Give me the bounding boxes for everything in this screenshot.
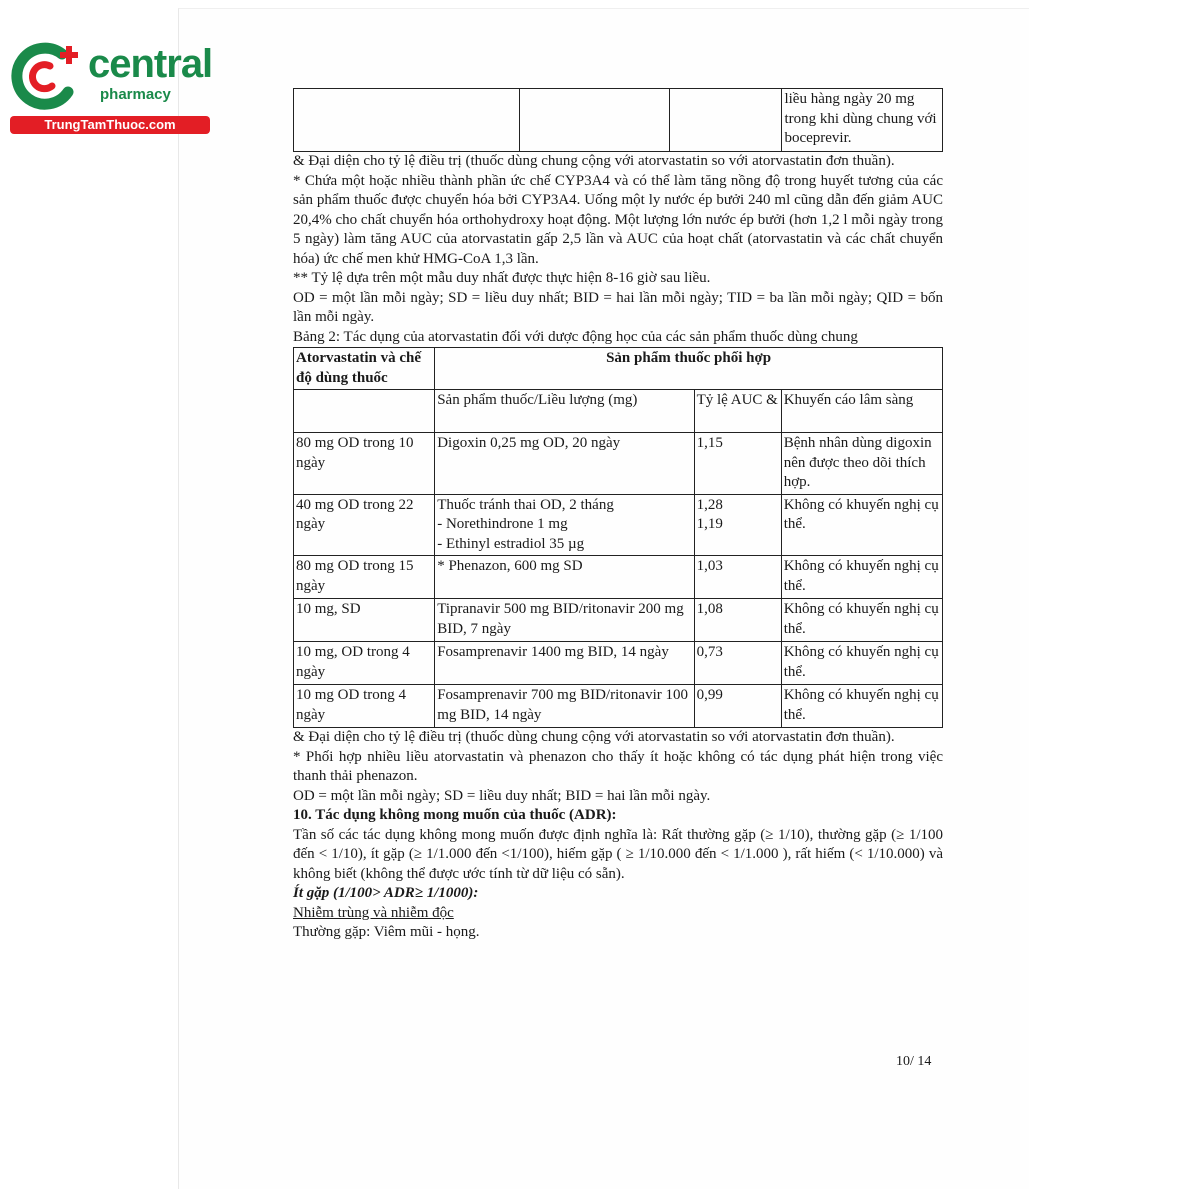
cell-regimen: 10 mg, SD <box>294 599 435 642</box>
cell-rec: Không có khuyến nghị cụ thể. <box>781 599 942 642</box>
logo-sub: pharmacy <box>100 86 171 103</box>
table-header-row <box>294 348 943 390</box>
cell-regimen: 80 mg OD trong 10 ngày <box>294 433 435 495</box>
cell-rec: Bệnh nhân dùng digoxin nên được theo dõi thích hợp. <box>781 433 942 495</box>
cell-regimen: 10 mg, OD trong 4 ngày <box>294 642 435 685</box>
cell-drug: Tipranavir 500 mg BID/ritonavir 200 mg BID, 7 ngày <box>435 599 694 642</box>
cell-rec: Không có khuyến nghị cụ thể. <box>781 556 942 599</box>
subheader-drug: Sản phẩm thuốc/Liều lượng (mg) <box>435 390 694 433</box>
header-regimen: Atorvastatin và chế độ dùng thuốc <box>294 348 435 390</box>
pharmacy-logo <box>10 36 215 136</box>
interaction-table <box>293 347 943 728</box>
cell-drug: * Phenazon, 600 mg SD <box>435 556 694 599</box>
table-cell <box>294 390 435 433</box>
page-content <box>293 88 943 943</box>
footnote-starstar: ** Tỷ lệ dựa trên một mẫu duy nhất được thực hiện 8-16 giờ sau liều. <box>293 270 711 286</box>
top-table <box>293 88 943 152</box>
table-cell <box>519 89 669 152</box>
cell-ratio: 0,99 <box>694 685 781 728</box>
cell-rec: Không có khuyến nghị cụ thể. <box>781 642 942 685</box>
table-row <box>294 89 943 152</box>
table-subheader-row <box>294 390 943 433</box>
abbreviations-2: OD = một lần mỗi ngày; SD = liều duy nhất; BID = hai lần mỗi ngày. <box>293 787 711 804</box>
table-cell <box>670 89 782 152</box>
logo-word: central <box>88 42 213 86</box>
table-row <box>294 494 943 556</box>
cell-drug: Digoxin 0,25 mg OD, 20 ngày <box>435 433 694 495</box>
cell-regimen: 40 mg OD trong 22 ngày <box>294 494 435 556</box>
cell-regimen: 80 mg OD trong 15 ngày <box>294 556 435 599</box>
footnote-star: * Chứa một hoặc nhiều thành phần ức chế CYP3A4 và có thể làm tăng nồng độ trong huyết tương của các sản phẩm thuốc được chuyển hóa bởi CYP3A4. Uống một ly nước ép bưởi 240 ml cũng dẫn đến giảm AUC 20,4% cho chất chuyển hóa orthohydroxy hoạt động. Một lượng lớn nước ép bưởi (hơn 1,2 l mỗi ngày trong 5 ngày) làm tăng AUC của atorvastatin gấp 2,5 lần và AUC của hoạt chất (atorvastatin và các chất chuyển hóa) ức chế men khử HMG-CoA 1,3 lần. <box>293 172 943 267</box>
cell-ratio: 1,28 1,19 <box>694 494 781 556</box>
cell-ratio: 1,03 <box>694 556 781 599</box>
footnote-amp-2: & Đại diện cho tỷ lệ điều trị (thuốc dùng chung cộng với atorvastatin so với atorvastatin đơn thuần). <box>293 729 895 745</box>
table-row <box>294 685 943 728</box>
common-effect: Thường gặp: Viêm mũi - họng. <box>293 924 480 940</box>
cell-drug: Fosamprenavir 1400 mg BID, 14 ngày <box>435 642 694 685</box>
table-row <box>294 556 943 599</box>
table-row <box>294 433 943 495</box>
table-row <box>294 642 943 685</box>
frequency-definition: Tần số các tác dụng không mong muốn được định nghĩa là: Rất thường gặp (≥ 1/10), thường gặp (≥ 1/100 đến < 1/10), ít gặp (≥ 1/1.000 đến <1/100), hiếm gặp ( ≥ 1/10.000 đến < 1/1.000 ), rất hiếm (< 1/10.000) và không biết (không thể được ước tính từ dữ liệu có sẵn). <box>293 826 943 882</box>
logo-site: TrungTamThuoc.com <box>10 116 210 134</box>
header-combined: Sản phẩm thuốc phối hợp <box>435 348 943 390</box>
footnote-amp: & Đại diện cho tỷ lệ điều trị (thuốc dùng chung cộng với atorvastatin so với atorvastatin đơn thuần). <box>293 153 895 169</box>
table-caption: Bảng 2: Tác dụng của atorvastatin đối với dược động học của các sản phẩm thuốc dùng chung <box>293 328 858 345</box>
category-heading: Nhiễm trùng và nhiễm độc <box>293 904 454 921</box>
cell-regimen: 10 mg OD trong 4 ngày <box>294 685 435 728</box>
page-number: 10/ 14 <box>896 1054 932 1069</box>
table-row <box>294 599 943 642</box>
table-cell <box>294 89 520 152</box>
subheader-ratio: Tỷ lệ AUC & <box>694 390 781 433</box>
footnote-star-2: * Phối hợp nhiều liều atorvastatin và phenazon cho thấy ít hoặc không có tác dụng phát hiện trong việc thanh thải phenazon. <box>293 748 943 784</box>
cell-rec: Không có khuyến nghị cụ thể. <box>781 494 942 556</box>
margin-marks <box>1018 470 1028 620</box>
logo-icon <box>10 40 86 112</box>
cell-rec: Không có khuyến nghị cụ thể. <box>781 685 942 728</box>
abbreviations: OD = một lần mỗi ngày; SD = liều duy nhất; BID = hai lần mỗi ngày; TID = ba lần mỗi ngày; QID = bốn lần mỗi ngày. <box>293 289 943 325</box>
subheader-rec: Khuyến cáo lâm sàng <box>781 390 942 433</box>
cell-drug: Fosamprenavir 700 mg BID/ritonavir 100 mg BID, 14 ngày <box>435 685 694 728</box>
cell-drug: Thuốc tránh thai OD, 2 tháng - Norethindrone 1 mg - Ethinyl estradiol 35 µg <box>435 494 694 556</box>
section-heading: 10. Tác dụng không mong muốn của thuốc (ADR): <box>293 807 617 823</box>
cell-ratio: 0,73 <box>694 642 781 685</box>
cell-ratio: 1,08 <box>694 599 781 642</box>
table-cell: liều hàng ngày 20 mg trong khi dùng chung với boceprevir. <box>782 89 943 152</box>
uncommon-heading: Ít gặp (1/100> ADR≥ 1/1000): <box>293 885 479 901</box>
cell-ratio: 1,15 <box>694 433 781 495</box>
